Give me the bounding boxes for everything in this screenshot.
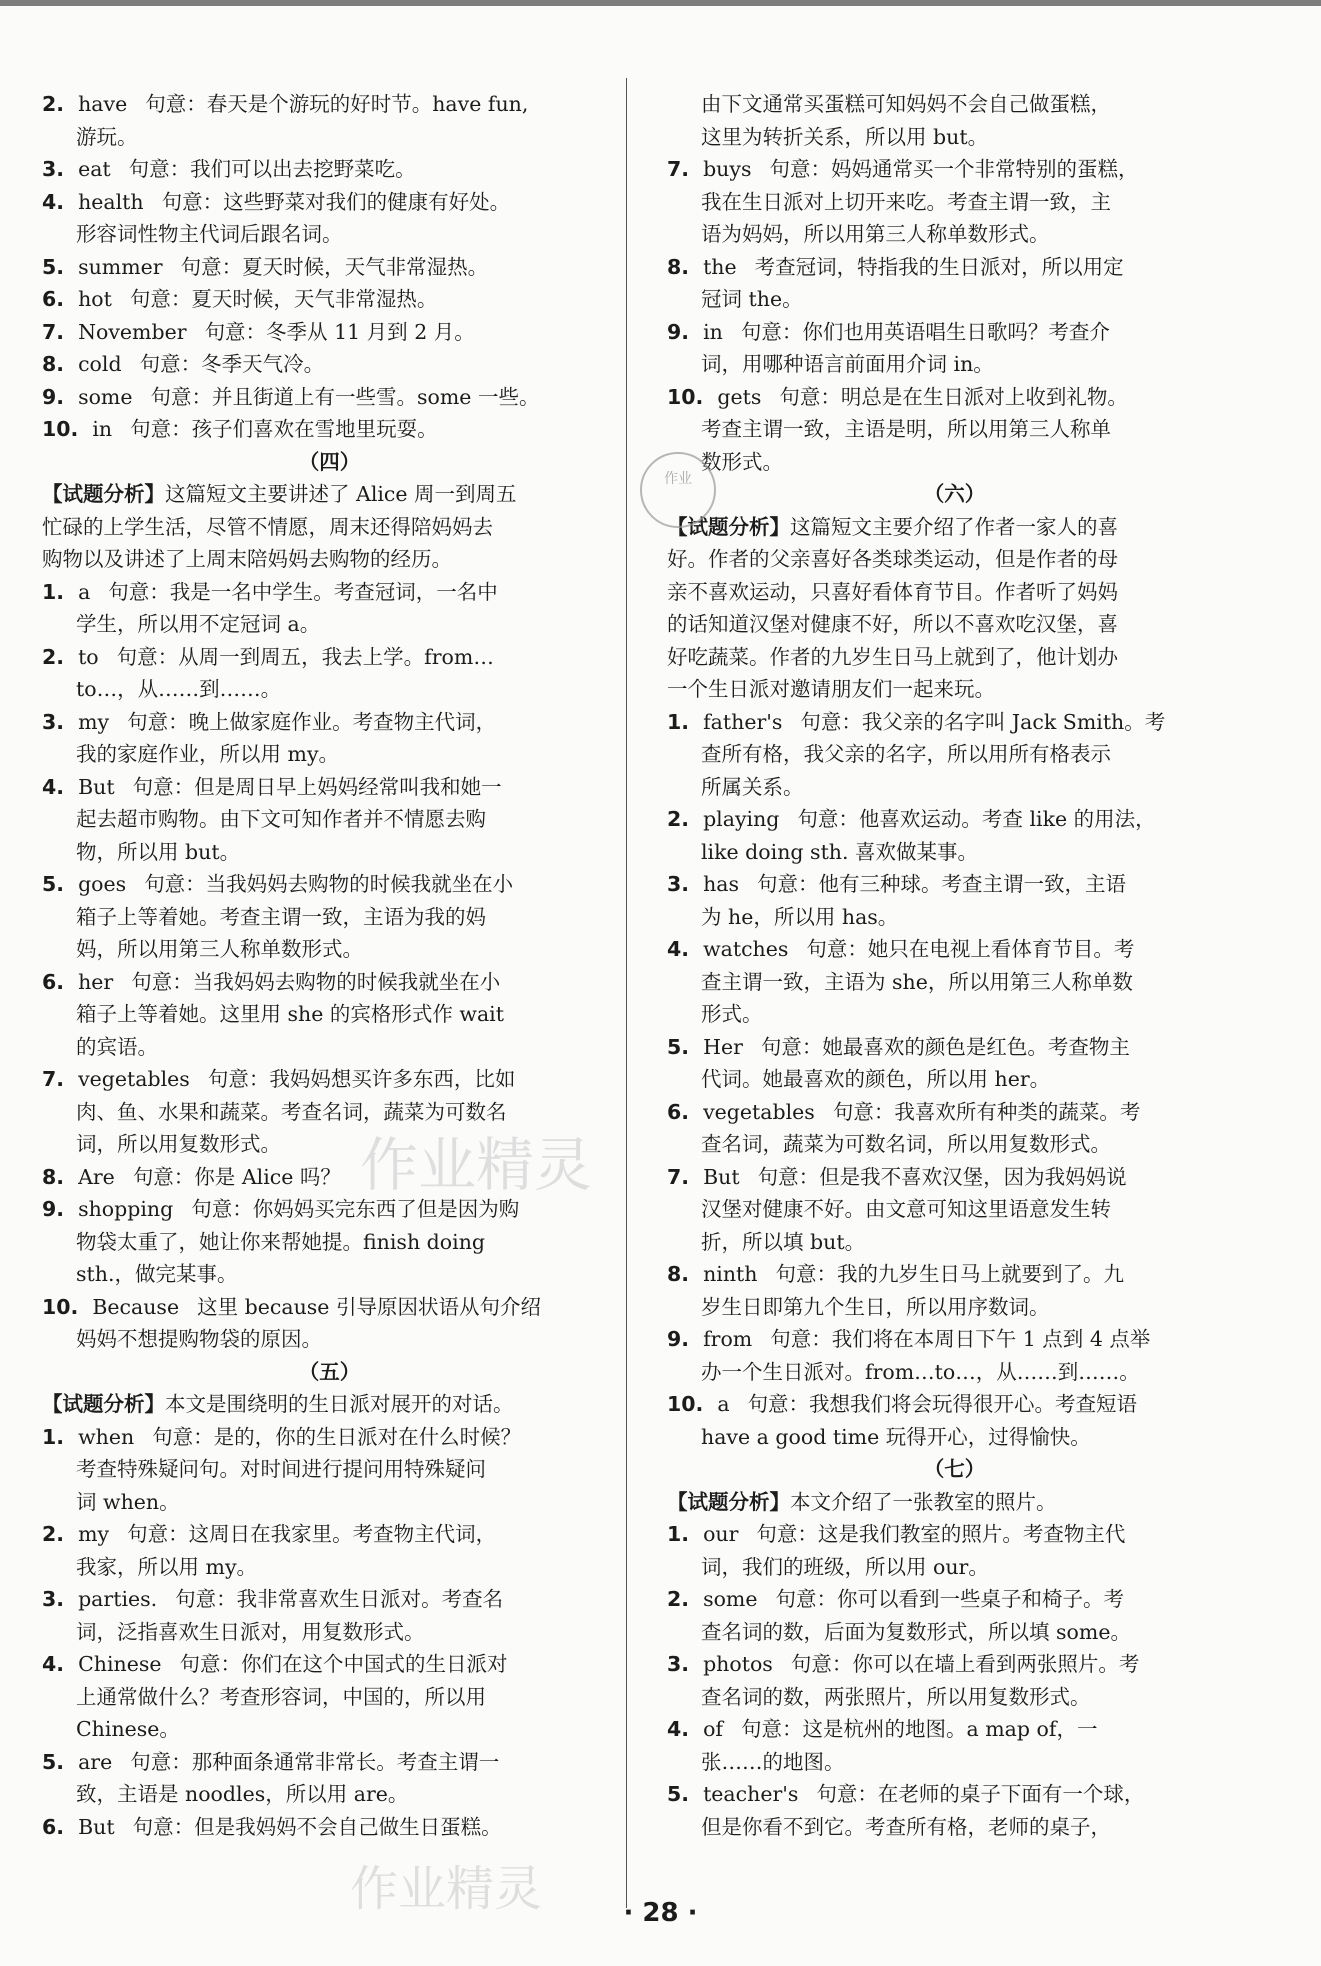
analysis-text: 这篇短文主要介绍了作者一家人的喜 bbox=[790, 514, 1118, 539]
explanation-text: 我的家庭作业，所以用 my。 bbox=[76, 742, 340, 766]
analysis-text: 这篇短文主要讲述了 Alice 周一到周五 bbox=[165, 482, 517, 506]
explanation-text: 妈，所以用第三人称单数形式。 bbox=[76, 937, 363, 961]
explanation-text: 句意：你是 Alice 吗？ bbox=[132, 1164, 341, 1189]
answer-word: when bbox=[78, 1424, 135, 1449]
answer-item bbox=[42, 1518, 617, 1583]
item-number: 1. bbox=[667, 1522, 690, 1546]
item-number: 3. bbox=[42, 157, 65, 181]
explanation-text: 所属关系。 bbox=[701, 774, 804, 799]
item-number: 4. bbox=[42, 189, 65, 214]
answer-word: our bbox=[703, 1522, 739, 1546]
explanation-text: 句意：我父亲的名字叫 Jack Smith。考 bbox=[800, 709, 1166, 734]
answer-word: her bbox=[78, 969, 114, 994]
item-number: 6. bbox=[42, 969, 65, 994]
answer-item bbox=[667, 316, 1242, 381]
answer-word: shopping bbox=[78, 1197, 174, 1221]
explanation-text: 句意：但是我不喜欢汉堡，因为我妈妈说 bbox=[757, 1164, 1127, 1189]
analysis-text: 本文介绍了一张教室的照片。 bbox=[790, 1489, 1057, 1514]
answer-item bbox=[42, 283, 617, 316]
answer-item bbox=[42, 1193, 617, 1291]
answer-item bbox=[667, 1161, 1242, 1259]
explanation-text: have a good time 玩得开心，过得愉快。 bbox=[701, 1424, 1091, 1449]
item-number: 10. bbox=[667, 384, 704, 409]
explanation-text: 句意：我喜欢所有种类的蔬菜。考 bbox=[832, 1099, 1141, 1124]
explanation-text: 句意：你可以在墙上看到两张照片。考 bbox=[790, 1652, 1140, 1676]
explanation-text: 句意：冬季天气冷。 bbox=[139, 352, 325, 376]
continuation-text bbox=[667, 88, 1242, 153]
answer-word: are bbox=[78, 1749, 113, 1774]
item-number: 10. bbox=[42, 1294, 79, 1319]
answer-word: But bbox=[78, 1814, 115, 1839]
answer-word: cold bbox=[78, 352, 122, 376]
explanation-text: sth.，做完某事。 bbox=[76, 1262, 238, 1286]
item-number: 6. bbox=[42, 287, 65, 311]
analysis-label: 【试题分析】 bbox=[42, 482, 165, 506]
answer-word: eat bbox=[78, 157, 111, 181]
explanation-text: 但是你看不到它。考查所有格，老师的桌子， bbox=[701, 1814, 1111, 1839]
answer-word: has bbox=[703, 872, 740, 896]
answer-item bbox=[667, 381, 1242, 479]
explanation-text: to…，从……到……。 bbox=[76, 677, 282, 701]
explanation-text: 句意：并且街道上有一些雪。some 一些。 bbox=[150, 384, 540, 409]
item-number: 7. bbox=[667, 1164, 690, 1189]
item-number: 6. bbox=[667, 1099, 690, 1124]
analysis-text: 一个生日派对邀请朋友们一起来玩。 bbox=[667, 677, 995, 701]
answer-item bbox=[42, 413, 617, 446]
answer-word: goes bbox=[78, 872, 127, 896]
answer-word: But bbox=[78, 774, 115, 799]
answer-word: Her bbox=[703, 1034, 743, 1059]
answer-word: teacher's bbox=[703, 1782, 799, 1806]
answer-word: summer bbox=[78, 254, 163, 279]
explanation-text: 我家，所以用 my。 bbox=[76, 1554, 258, 1579]
explanation-text: 这里 because 引导原因状语从句介绍 bbox=[197, 1294, 541, 1319]
answer-item bbox=[42, 576, 617, 641]
answer-item bbox=[667, 1096, 1242, 1161]
answer-item bbox=[42, 88, 617, 153]
explanation-text: 句意：冬季从 11 月到 2 月。 bbox=[204, 319, 475, 344]
answer-word: from bbox=[703, 1327, 753, 1351]
explanation-text: 形容词性物主代词后跟名词。 bbox=[76, 222, 343, 246]
answer-word: the bbox=[703, 254, 737, 279]
answer-item bbox=[42, 1421, 617, 1519]
section-title: （七） bbox=[923, 1457, 986, 1481]
answer-item bbox=[42, 381, 617, 414]
explanation-text: 句意：这是我们教室的照片。考查物主代 bbox=[756, 1522, 1126, 1546]
explanation-text: 句意：他喜欢运动。考查 like 的用法， bbox=[797, 807, 1156, 831]
explanation-text: 考查特殊疑问句。对时间进行提问用特殊疑问 bbox=[76, 1457, 486, 1481]
column-divider bbox=[626, 78, 627, 1908]
analysis-text: 本文是围绕明的生日派对展开的对话。 bbox=[165, 1392, 514, 1416]
answer-item bbox=[667, 1583, 1242, 1648]
explanation-text: 词，所以用复数形式。 bbox=[76, 1132, 281, 1156]
explanation-text: 句意：从周一到周五，我去上学。from… bbox=[116, 644, 494, 669]
explanation-text: 妈妈不想提购物袋的原因。 bbox=[76, 1327, 322, 1351]
explanation-text: 句意：这周日在我家里。考查物主代词， bbox=[127, 1522, 497, 1546]
watermark: 作业精灵 bbox=[350, 1861, 543, 1917]
item-number: 4. bbox=[667, 937, 690, 961]
text-line: 由下文通常买蛋糕可知妈妈不会自己做蛋糕， bbox=[701, 92, 1111, 116]
item-number: 2. bbox=[667, 1587, 690, 1611]
explanation-text: 词，泛指喜欢生日派对，用复数形式。 bbox=[76, 1619, 425, 1644]
answer-item bbox=[667, 153, 1242, 251]
answer-item bbox=[667, 933, 1242, 1031]
item-number: 8. bbox=[42, 352, 65, 376]
item-number: 8. bbox=[667, 1262, 690, 1286]
explanation-text: 查名词，蔬菜为可数名词，所以用复数形式。 bbox=[701, 1132, 1111, 1156]
item-number: 3. bbox=[42, 709, 65, 734]
analysis-paragraph bbox=[42, 478, 617, 576]
item-number: 7. bbox=[42, 319, 65, 344]
explanation-text: Chinese。 bbox=[76, 1717, 180, 1741]
explanation-text: 句意：我想我们将会玩得很开心。考查短语 bbox=[747, 1392, 1138, 1416]
analysis-label: 【试题分析】 bbox=[667, 1489, 790, 1514]
answer-item bbox=[667, 1518, 1242, 1583]
answer-item bbox=[667, 1648, 1242, 1713]
answer-item bbox=[42, 1648, 617, 1746]
explanation-text: 冠词 the。 bbox=[701, 287, 803, 311]
answer-item bbox=[42, 868, 617, 966]
explanation-text: 句意：是的，你的生日派对在什么时候？ bbox=[152, 1424, 522, 1449]
answer-word: some bbox=[78, 384, 133, 409]
explanation-text: 致，主语是 noodles，所以用 are。 bbox=[76, 1782, 409, 1806]
answer-word: a bbox=[717, 1392, 730, 1416]
item-number: 2. bbox=[42, 92, 65, 116]
explanation-text: 句意：但是我妈妈不会自己做生日蛋糕。 bbox=[132, 1814, 502, 1839]
section-title: （四） bbox=[298, 449, 361, 474]
item-number: 2. bbox=[42, 1522, 65, 1546]
explanation-text: 物袋太重了，她让你来帮她提。finish doing bbox=[76, 1229, 486, 1254]
item-number: 7. bbox=[667, 157, 690, 181]
analysis-paragraph bbox=[42, 1388, 617, 1421]
answer-item bbox=[667, 1388, 1242, 1453]
answer-word: some bbox=[703, 1587, 758, 1611]
answer-item bbox=[667, 868, 1242, 933]
answer-word: of bbox=[703, 1717, 723, 1741]
item-number: 7. bbox=[42, 1067, 65, 1091]
explanation-text: 句意：妈妈通常买一个非常特别的蛋糕， bbox=[769, 157, 1139, 181]
explanation-text: 句意：我们将在本周日下午 1 点到 4 点举 bbox=[770, 1327, 1151, 1351]
answer-word: photos bbox=[703, 1652, 773, 1676]
explanation-text: 学生，所以用不定冠词 a。 bbox=[76, 612, 321, 636]
explanation-text: 句意：她最喜欢的颜色是红色。考查物主 bbox=[760, 1034, 1130, 1059]
explanation-text: 句意：孩子们喜欢在雪地里玩耍。 bbox=[130, 417, 438, 441]
answer-word: ninth bbox=[703, 1262, 758, 1286]
answer-item bbox=[42, 1811, 617, 1844]
explanation-text: 汉堡对健康不好。由文意可知这里语意发生转 bbox=[701, 1197, 1111, 1221]
text-line: 这里为转折关系，所以用 but。 bbox=[701, 124, 989, 149]
explanation-text: 岁生日即第九个生日，所以用序数词。 bbox=[701, 1294, 1050, 1319]
explanation-text: 句意：夏天时候，天气非常湿热。 bbox=[180, 254, 489, 279]
answer-word: in bbox=[92, 417, 113, 441]
left-column bbox=[42, 88, 617, 1843]
answer-item bbox=[42, 1746, 617, 1811]
explanation-text: 句意：当我妈妈去购物的时候我就坐在小 bbox=[144, 872, 514, 896]
explanation-text: 句意：春天是个游玩的好时节。have fun, bbox=[145, 92, 529, 116]
explanation-text: 办一个生日派对。from…to…，从……到……。 bbox=[701, 1359, 1140, 1384]
item-number: 3. bbox=[667, 872, 690, 896]
answer-word: buys bbox=[703, 157, 752, 181]
explanation-text: 句意：你妈妈买完东西了但是因为购 bbox=[191, 1197, 520, 1221]
item-number: 5. bbox=[42, 254, 65, 279]
stamp-icon: 作业 bbox=[640, 452, 716, 528]
item-number: 10. bbox=[42, 417, 79, 441]
answer-word: have bbox=[78, 92, 128, 116]
answer-word: Chinese bbox=[78, 1652, 162, 1676]
explanation-text: 考查冠词，特指我的生日派对，所以用定 bbox=[754, 254, 1124, 279]
answer-word: November bbox=[78, 319, 187, 344]
explanation-text: like doing sth. 喜欢做某事。 bbox=[701, 839, 979, 864]
explanation-text: 句意：她只在电视上看体育节目。考 bbox=[806, 937, 1135, 961]
item-number: 3. bbox=[42, 1587, 65, 1611]
answer-item bbox=[42, 706, 617, 771]
item-number: 4. bbox=[42, 774, 65, 799]
answer-item bbox=[42, 966, 617, 1064]
answer-word: my bbox=[78, 709, 110, 734]
top-border bbox=[0, 0, 1321, 6]
answer-item bbox=[42, 771, 617, 869]
explanation-text: 句意：你可以看到一些桌子和椅子。考 bbox=[775, 1587, 1124, 1611]
answer-word: vegetables bbox=[78, 1067, 190, 1091]
explanation-text: 句意：我是一名中学生。考查冠词，一名中 bbox=[108, 579, 498, 604]
section-title: （五） bbox=[298, 1359, 361, 1384]
item-number: 5. bbox=[42, 1749, 65, 1774]
answer-item bbox=[42, 153, 617, 186]
answer-item bbox=[667, 706, 1242, 804]
answer-word: Because bbox=[92, 1294, 180, 1319]
answer-item bbox=[42, 348, 617, 381]
explanation-text: 句意：明总是在生日派对上收到礼物。 bbox=[779, 384, 1128, 409]
item-number: 8. bbox=[42, 1164, 65, 1189]
answer-item bbox=[667, 1778, 1242, 1843]
explanation-text: 查主谓一致，主语为 she，所以用第三人称单数 bbox=[701, 969, 1133, 994]
explanation-text: 句意：我妈妈想买许多东西，比如 bbox=[207, 1067, 516, 1091]
explanation-text: 句意：在老师的桌子下面有一个球， bbox=[816, 1782, 1145, 1806]
item-number: 8. bbox=[667, 254, 690, 279]
answer-item bbox=[667, 1258, 1242, 1323]
answer-word: But bbox=[703, 1164, 740, 1189]
answer-item bbox=[667, 803, 1242, 868]
item-number: 9. bbox=[667, 1327, 690, 1351]
answer-word: a bbox=[78, 579, 91, 604]
analysis-paragraph bbox=[667, 1486, 1242, 1519]
explanation-text: 我在生日派对上切开来吃。考查主谓一致，主 bbox=[701, 189, 1111, 214]
explanation-text: 句意：这是杭州的地图。a map of，一 bbox=[741, 1717, 1098, 1741]
explanation-text: 箱子上等着她。考查主谓一致，主语为我的妈 bbox=[76, 904, 486, 929]
item-number: 9. bbox=[42, 1197, 65, 1221]
analysis-label: 【试题分析】 bbox=[667, 514, 790, 539]
explanation-text: 肉、鱼、水果和蔬菜。考查名词，蔬菜为可数名 bbox=[76, 1099, 507, 1124]
answer-item bbox=[667, 1031, 1242, 1096]
explanation-text: 箱子上等着她。这里用 she 的宾格形式作 wait bbox=[76, 1002, 504, 1026]
explanation-text: 句意：晚上做家庭作业。考查物主代词， bbox=[127, 709, 497, 734]
explanation-text: 起去超市购物。由下文可知作者并不情愿去购 bbox=[76, 807, 486, 831]
answer-word: vegetables bbox=[703, 1099, 815, 1124]
item-number: 3. bbox=[667, 1652, 690, 1676]
explanation-text: 查所有格，我父亲的名字，所以用所有格表示 bbox=[701, 742, 1111, 766]
answer-word: playing bbox=[703, 807, 780, 831]
item-number: 9. bbox=[667, 319, 690, 344]
answer-item bbox=[42, 1583, 617, 1648]
answer-word: watches bbox=[703, 937, 789, 961]
answer-item bbox=[667, 1713, 1242, 1778]
explanation-text: 句意：你们也用英语唱生日歌吗？考查介 bbox=[740, 319, 1110, 344]
explanation-text: 句意：当我妈妈去购物的时候我就坐在小 bbox=[131, 969, 501, 994]
answer-word: parties. bbox=[78, 1587, 158, 1611]
answer-item bbox=[667, 251, 1242, 316]
answer-item bbox=[42, 316, 617, 349]
answer-item bbox=[42, 186, 617, 251]
explanation-text: 词，我们的班级，所以用 our。 bbox=[701, 1554, 989, 1579]
explanation-text: 句意：这些野菜对我们的健康有好处。 bbox=[161, 189, 511, 214]
explanation-text: 句意：我们可以出去挖野菜吃。 bbox=[128, 157, 416, 181]
analysis-text: 忙碌的上学生活，尽管不情愿，周末还得陪妈妈去 bbox=[42, 514, 493, 539]
explanation-text: 形式。 bbox=[701, 1002, 763, 1026]
explanation-text: 数形式。 bbox=[701, 449, 783, 474]
item-number: 1. bbox=[42, 579, 65, 604]
analysis-text: 亲不喜欢运动，只喜好看体育节目。作者听了妈妈 bbox=[667, 579, 1118, 604]
item-number: 1. bbox=[667, 709, 690, 734]
item-number: 10. bbox=[667, 1392, 704, 1416]
answer-word: to bbox=[78, 644, 99, 669]
answer-item bbox=[42, 1291, 617, 1356]
item-number: 5. bbox=[667, 1782, 690, 1806]
analysis-paragraph bbox=[667, 511, 1242, 706]
explanation-text: 语为妈妈，所以用第三人称单数形式。 bbox=[701, 222, 1050, 246]
explanation-text: 句意：我的九岁生日马上就要到了。九 bbox=[775, 1262, 1124, 1286]
explanation-text: 物，所以用 but。 bbox=[76, 839, 241, 864]
answer-item bbox=[42, 641, 617, 706]
answer-item bbox=[42, 251, 617, 284]
item-number: 2. bbox=[42, 644, 65, 669]
item-number: 4. bbox=[667, 1717, 690, 1741]
answer-word: gets bbox=[717, 384, 762, 409]
explanation-text: 词 when。 bbox=[76, 1489, 180, 1514]
analysis-label: 【试题分析】 bbox=[42, 1392, 165, 1416]
explanation-text: 句意：你们在这个中国式的生日派对 bbox=[179, 1652, 508, 1676]
page-number: · 28 · bbox=[623, 1898, 698, 1928]
explanation-text: 句意：但是周日早上妈妈经常叫我和她一 bbox=[132, 774, 502, 799]
watermark: 作业精灵 bbox=[360, 1131, 593, 1199]
answer-word: Are bbox=[78, 1164, 115, 1189]
explanation-text: 词，用哪种语言前面用介词 in。 bbox=[701, 352, 994, 376]
analysis-text: 好。作者的父亲喜好各类球类运动，但是作者的母 bbox=[667, 547, 1118, 571]
explanation-text: 代词。她最喜欢的颜色，所以用 her。 bbox=[701, 1067, 1051, 1091]
item-number: 5. bbox=[667, 1034, 690, 1059]
explanation-text: 张……的地图。 bbox=[701, 1749, 845, 1774]
explanation-text: 查名词的数，后面为复数形式，所以填 some。 bbox=[701, 1619, 1131, 1644]
explanation-text: 游玩。 bbox=[76, 124, 138, 149]
item-number: 5. bbox=[42, 872, 65, 896]
item-number: 9. bbox=[42, 384, 65, 409]
explanation-text: 考查主谓一致，主语是明，所以用第三人称单 bbox=[701, 417, 1111, 441]
analysis-text: 购物以及讲述了上周末陪妈妈去购物的经历。 bbox=[42, 547, 452, 571]
analysis-text: 的话知道汉堡对健康不好，所以不喜欢吃汉堡，喜 bbox=[667, 612, 1118, 636]
answer-item bbox=[667, 1323, 1242, 1388]
analysis-text: 好吃蔬菜。作者的九岁生日马上就到了，他计划办 bbox=[667, 644, 1118, 669]
explanation-text: 上通常做什么？考查形容词，中国的，所以用 bbox=[76, 1684, 486, 1709]
item-number: 2. bbox=[667, 807, 690, 831]
answer-word: health bbox=[78, 189, 144, 214]
answer-word: my bbox=[78, 1522, 110, 1546]
explanation-text: 句意：我非常喜欢生日派对。考查名 bbox=[175, 1587, 504, 1611]
explanation-text: 句意：那种面条通常非常长。考查主谓一 bbox=[130, 1749, 500, 1774]
item-number: 6. bbox=[42, 1814, 65, 1839]
answer-word: hot bbox=[78, 287, 112, 311]
section-title: （六） bbox=[923, 482, 986, 506]
item-number: 1. bbox=[42, 1424, 65, 1449]
explanation-text: 句意：夏天时候，天气非常湿热。 bbox=[129, 287, 438, 311]
answer-word: father's bbox=[703, 709, 783, 734]
explanation-text: 的宾语。 bbox=[76, 1034, 158, 1059]
explanation-text: 句意：他有三种球。考查主谓一致，主语 bbox=[757, 872, 1127, 896]
explanation-text: 为 he，所以用 has。 bbox=[701, 904, 899, 929]
item-number: 4. bbox=[42, 1652, 65, 1676]
right-column bbox=[667, 88, 1242, 1843]
explanation-text: 折，所以填 but。 bbox=[701, 1229, 866, 1254]
explanation-text: 查名词的数，两张照片，所以用复数形式。 bbox=[701, 1684, 1091, 1709]
answer-word: in bbox=[703, 319, 723, 344]
